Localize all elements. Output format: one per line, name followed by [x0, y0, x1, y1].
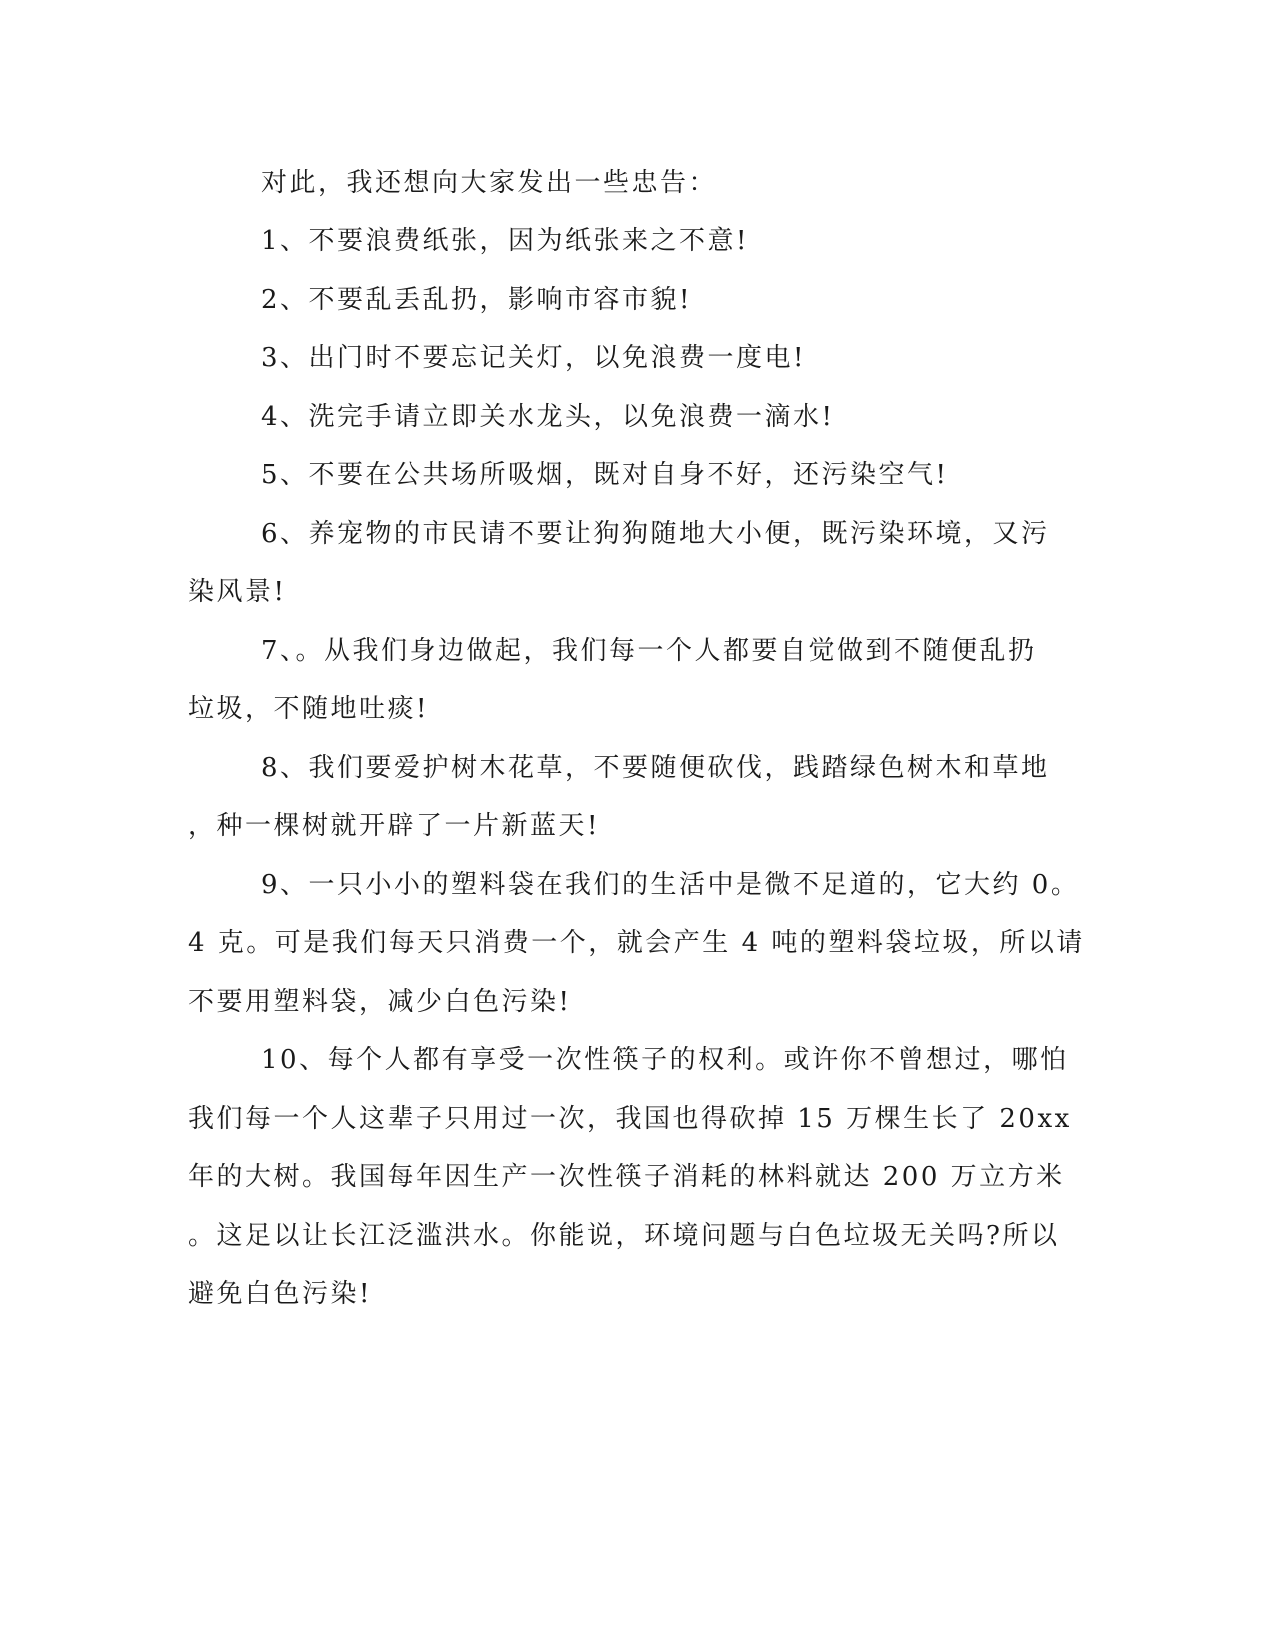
advice-item-10-line-4: 。这足以让长江泛滥洪水。你能说，环境问题与白色垃圾无关吗?所以	[188, 1221, 1060, 1251]
advice-item-3: 3、出门时不要忘记关灯，以免浪费一度电!	[261, 343, 806, 373]
advice-item-10-line-3: 年的大树。我国每年因生产一次性筷子消耗的林料就达 200 万立方米	[188, 1162, 1065, 1192]
advice-item-10-line-2: 我们每一个人这辈子只用过一次，我国也得砍掉 15 万棵生长了 20xx	[188, 1104, 1072, 1134]
intro-line: 对此，我还想向大家发出一些忠告：	[261, 168, 718, 198]
advice-item-2: 2、不要乱丢乱扔，影响市容市貌!	[261, 285, 692, 315]
advice-item-9-line-3: 不要用塑料袋，减少白色污染!	[188, 987, 572, 1017]
advice-item-10-line-1: 10、每个人都有享受一次性筷子的权利。或许你不曾想过，哪怕	[261, 1045, 1069, 1075]
advice-item-1: 1、不要浪费纸张，因为纸张来之不意!	[261, 226, 749, 256]
advice-item-10-line-5: 避免白色污染!	[188, 1279, 372, 1309]
advice-item-9-line-2: 4 克。可是我们每天只消费一个，就会产生 4 吨的塑料袋垃圾，所以请	[188, 928, 1085, 958]
advice-item-8-line-2: ，种一棵树就开辟了一片新蓝天!	[188, 811, 600, 841]
advice-item-6-line-1: 6、养宠物的市民请不要让狗狗随地大小便，既污染环境，又污	[261, 519, 1050, 549]
advice-item-8-line-1: 8、我们要爱护树木花草，不要随便砍伐，践踏绿色树木和草地	[261, 753, 1050, 783]
advice-item-5: 5、不要在公共场所吸烟，既对自身不好，还污染空气!	[261, 460, 949, 490]
advice-item-4: 4、洗完手请立即关水龙头，以免浪费一滴水!	[261, 402, 835, 432]
advice-item-6-line-2: 染风景!	[188, 577, 287, 607]
advice-item-7-line-1: 7、。从我们身边做起，我们每一个人都要自觉做到不随便乱扔	[261, 636, 1037, 666]
advice-item-7-line-2: 垃圾，不随地吐痰!	[188, 694, 429, 724]
advice-item-9-line-1: 9、一只小小的塑料袋在我们的生活中是微不足道的，它大约 0。	[261, 870, 1080, 900]
